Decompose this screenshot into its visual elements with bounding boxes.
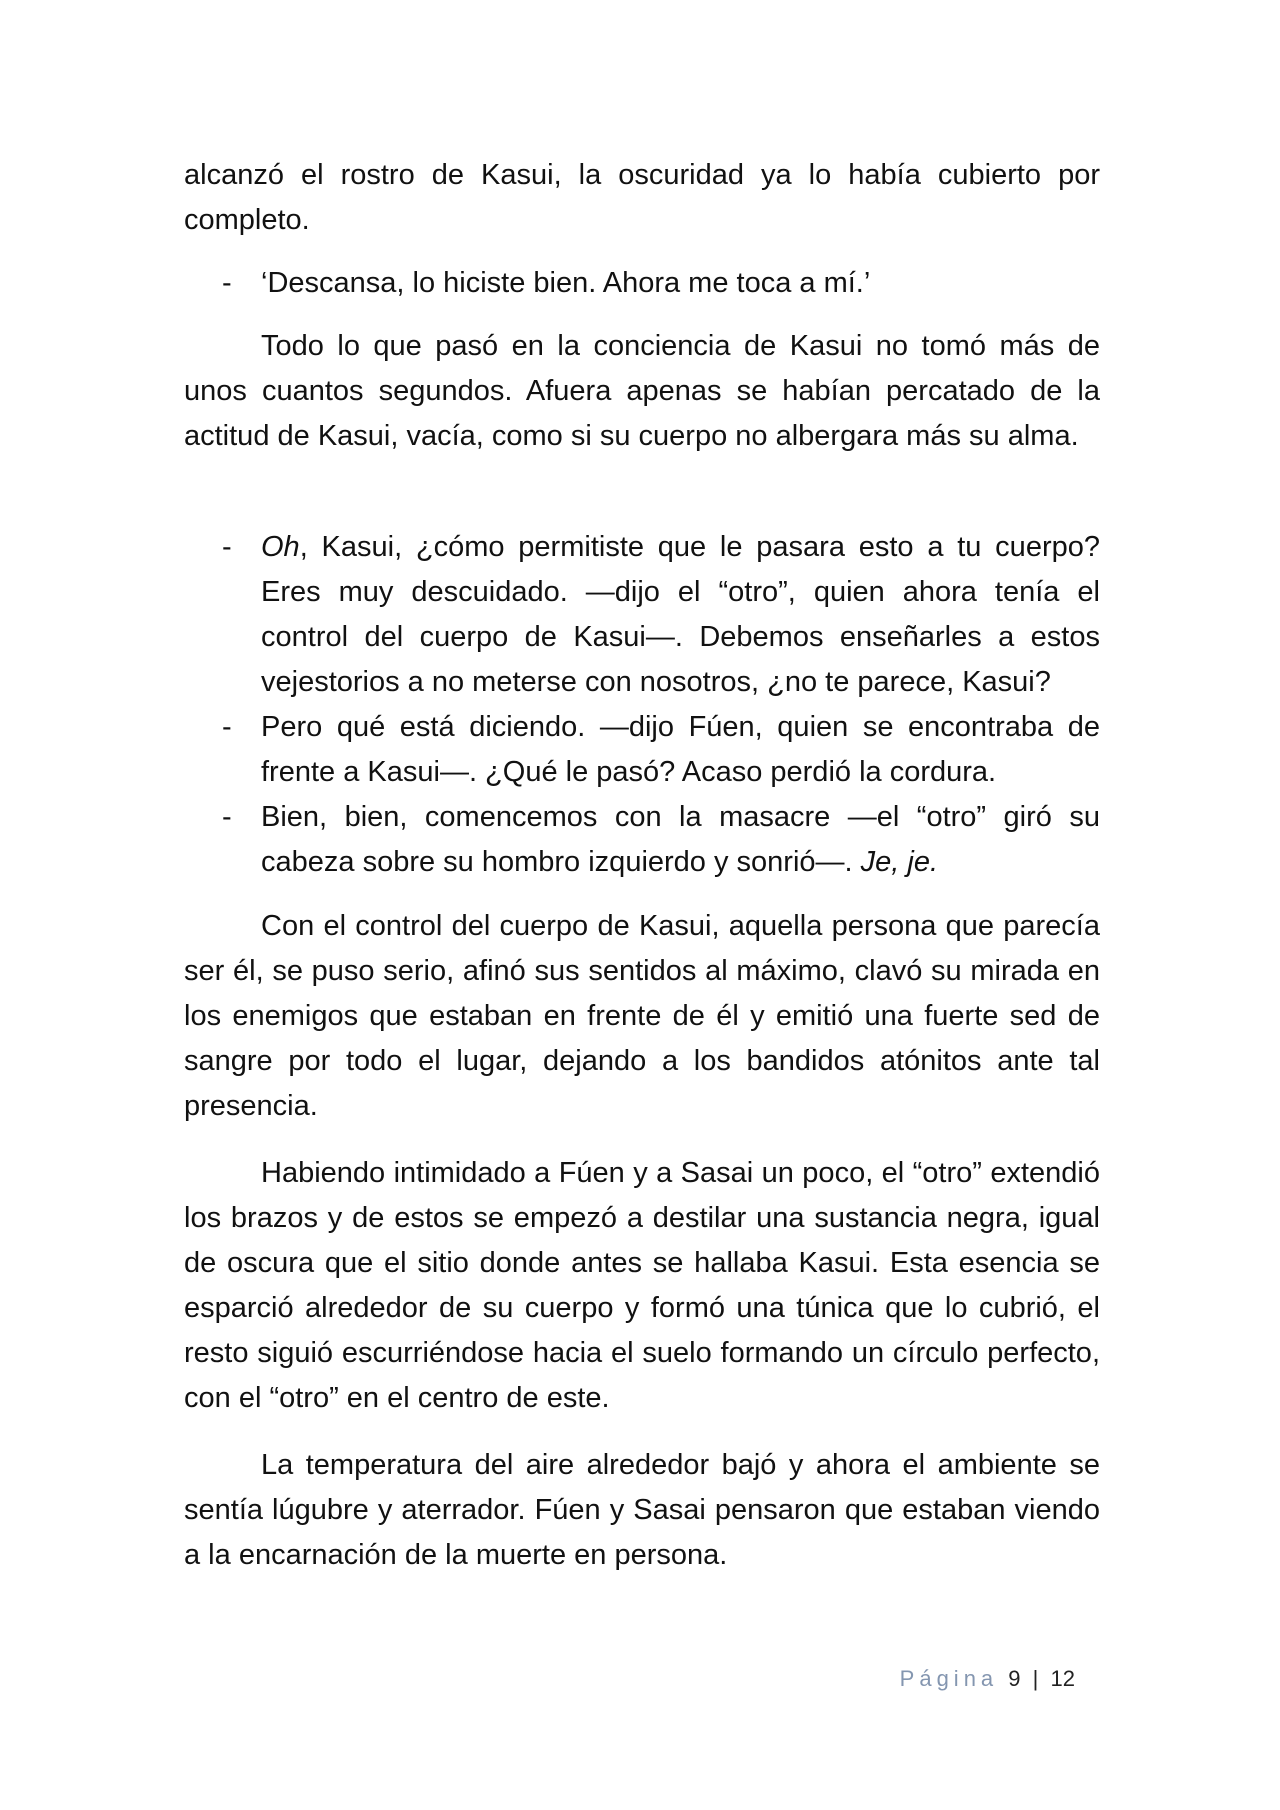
dash-marker: - — [222, 711, 232, 743]
paragraph-text: Todo lo que pasó en la conciencia de Kasui no tomó más de unos cuantos segundos. Afuera apenas se habían percatado de la actitud de Kasui, vacía, como si su cuerpo no albergara más su alma. — [184, 330, 1100, 452]
page-total: 12 — [1050, 1666, 1075, 1691]
dialogue-text: ‘Descansa, lo hiciste bien. Ahora me toca a mí.’ — [261, 267, 871, 299]
paragraph-text: Habiendo intimidado a Fúen y a Sasai un poco, el “otro” extendió los brazos y de estos se empezó a destilar una sustancia negra, igual de oscura que el sitio donde antes se hallaba Kasui. Esta esencia se esparció alrededor de su cuerpo y formó una túnica que lo cubrió, el resto siguió escurriéndose hacia el suelo formando un círculo perfecto, con el “otro” en el centro de este. — [184, 1157, 1100, 1414]
page-label: Página — [899, 1666, 999, 1691]
dialogue-item — [184, 795, 1100, 885]
dialogue-text: , Kasui, ¿cómo permitiste que le pasara esto a tu cuerpo? Eres muy descuidado. —dijo el “otro”, quien ahora tenía el control del cuerpo de Kasui—. Debemos enseñarles a estos vejestorios a no meterse con nosotros, ¿no te parece, Kasui? — [261, 531, 1100, 698]
italic-text: Oh — [261, 531, 300, 563]
dialogue-text: Bien, bien, comencemos con la masacre —el “otro” giró su cabeza sobre su hombro izquierdo y sonrió—. — [261, 801, 1100, 878]
page-number: 9 — [1008, 1666, 1021, 1691]
dialogue-group — [184, 525, 1100, 885]
dialogue-line-1 — [184, 261, 1100, 306]
dialogue-item — [184, 261, 1100, 306]
page-separator: | — [1032, 1666, 1039, 1691]
paragraph-text: La temperatura del aire alrededor bajó y ahora el ambiente se sentía lúgubre y aterrador. Fúen y Sasai pensaron que estaban viendo a la encarnación de la muerte en persona. — [184, 1449, 1100, 1571]
paragraph-2 — [184, 324, 1100, 459]
paragraph-text: Con el control del cuerpo de Kasui, aquella persona que parecía ser él, se puso serio, afinó sus sentidos al máximo, clavó su mirada en los enemigos que estaban en frente de él y emitió una fuerte sed de sangre por todo el lugar, dejando a los bandidos atónitos ante tal presencia. — [184, 910, 1100, 1122]
paragraph-4 — [184, 1151, 1100, 1421]
dash-marker: - — [222, 267, 232, 299]
dialogue-item — [184, 525, 1100, 705]
paragraph-text: alcanzó el rostro de Kasui, la oscuridad ya lo había cubierto por completo. — [184, 159, 1100, 236]
dash-marker: - — [222, 801, 232, 833]
paragraph-5 — [184, 1443, 1100, 1578]
page-footer — [900, 1664, 1075, 1694]
dialogue-item — [184, 705, 1100, 795]
italic-text: Je, je. — [860, 846, 939, 878]
paragraph-1 — [184, 153, 1100, 243]
paragraph-3 — [184, 904, 1100, 1129]
dash-marker: - — [222, 531, 232, 563]
dialogue-text: Pero qué está diciendo. —dijo Fúen, quien se encontraba de frente a Kasui—. ¿Qué le pasó? Acaso perdió la cordura. — [261, 711, 1100, 788]
